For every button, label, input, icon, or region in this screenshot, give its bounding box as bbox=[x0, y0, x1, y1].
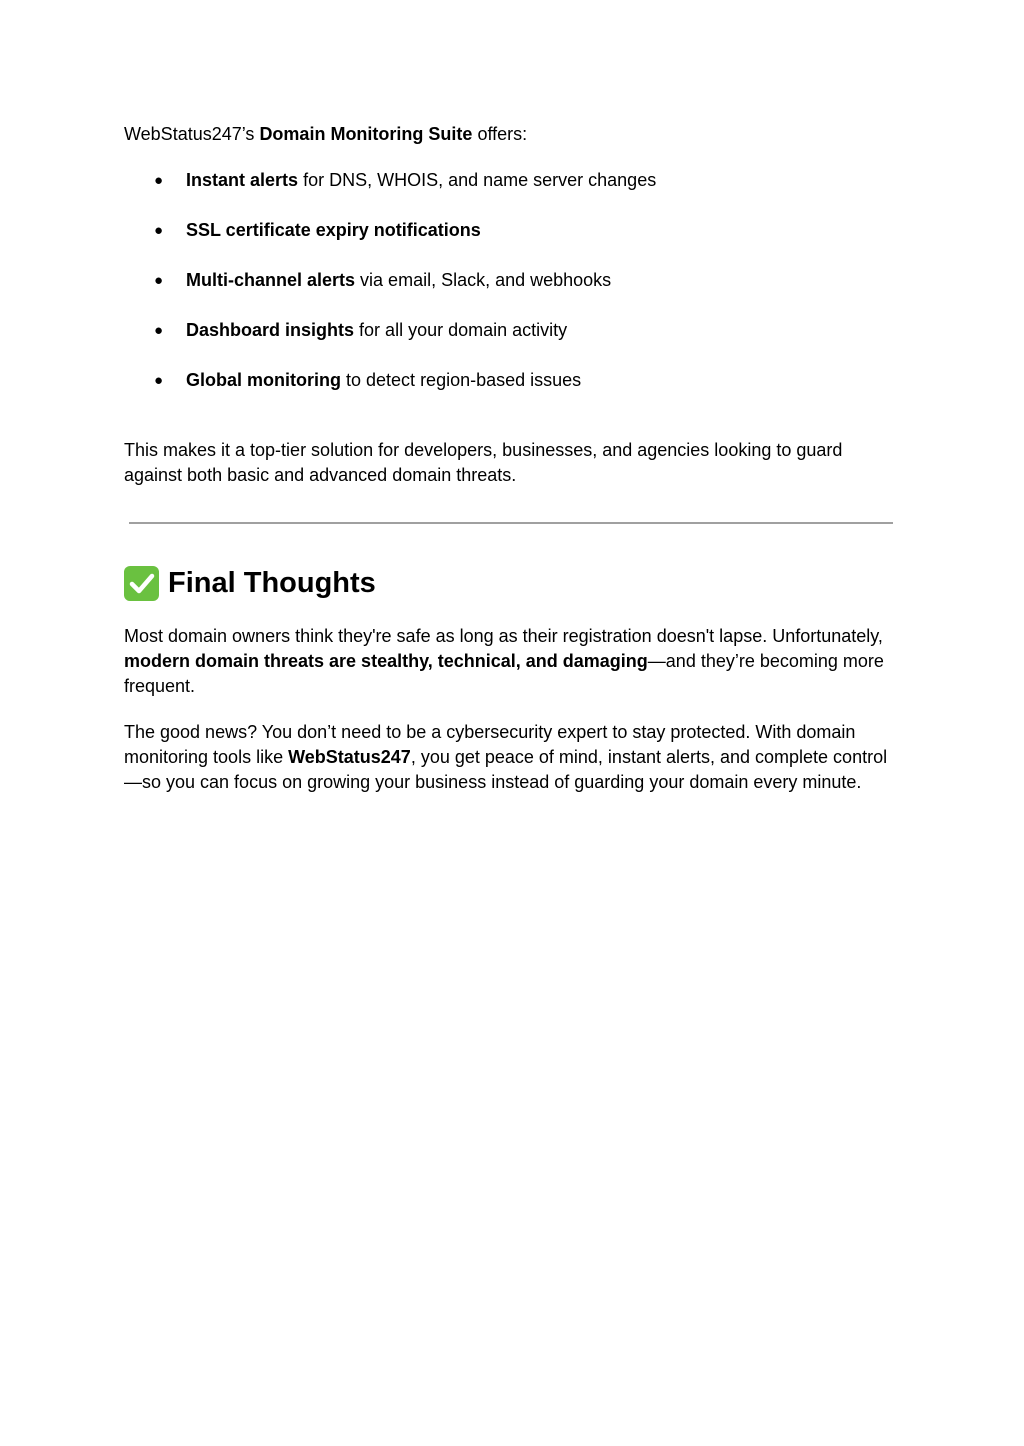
bullet-icon: ● bbox=[154, 322, 164, 339]
list-item bbox=[124, 318, 656, 343]
bullet-icon: ● bbox=[154, 372, 164, 389]
bullet-icon: ● bbox=[154, 172, 164, 189]
final-thoughts-paragraph-2 bbox=[124, 720, 899, 795]
summary-paragraph: This makes it a top-tier solution for developers, businesses, and agencies looking to guard against both basic and advanced domain threats. bbox=[124, 440, 843, 485]
feature-title: Instant alerts bbox=[186, 170, 299, 190]
section-heading bbox=[124, 563, 376, 603]
list-item bbox=[124, 218, 656, 243]
check-mark-button-icon bbox=[124, 566, 159, 601]
section-title: Final Thoughts bbox=[168, 567, 376, 599]
feature-description: via email, Slack, and webhooks bbox=[360, 270, 612, 290]
list-item bbox=[124, 268, 656, 293]
feature-description: for DNS, WHOIS, and name server changes bbox=[303, 170, 657, 190]
paragraph-text: Most domain owners think they're safe as long as their registration doesn't lapse. Unfortunately, bbox=[124, 626, 883, 646]
bullet-icon: ● bbox=[154, 222, 164, 239]
intro-tail: offers: bbox=[477, 124, 528, 144]
feature-list bbox=[124, 168, 656, 418]
feature-title: Multi-channel alerts bbox=[186, 270, 356, 290]
feature-title: SSL certificate expiry notifications bbox=[186, 220, 481, 240]
list-item bbox=[124, 168, 656, 193]
paragraph-emphasis: modern domain threats are stealthy, technical, and damaging bbox=[124, 651, 648, 671]
feature-title: Dashboard insights bbox=[186, 320, 355, 340]
feature-description: for all your domain activity bbox=[359, 320, 568, 340]
list-item bbox=[124, 368, 656, 393]
paragraph-text: —and they’re becoming more frequent. bbox=[124, 651, 884, 696]
horizontal-divider bbox=[129, 522, 893, 524]
bullet-icon: ● bbox=[154, 272, 164, 289]
paragraph-text: The good news? You don’t need to be a cybersecurity expert to stay protected. With domain monitoring tools like bbox=[124, 722, 856, 767]
paragraph-text: , you get peace of mind, instant alerts, and complete control—so you can focus on growing your business instead of guarding your domain every minute. bbox=[124, 747, 888, 792]
intro-suite-name: Domain Monitoring Suite bbox=[259, 124, 473, 144]
intro-brand: WebStatus247’s bbox=[124, 124, 255, 144]
feature-description: to detect region-based issues bbox=[346, 370, 582, 390]
intro-paragraph bbox=[124, 122, 527, 147]
final-thoughts-paragraph-1 bbox=[124, 624, 899, 699]
feature-title: Global monitoring bbox=[186, 370, 341, 390]
brand-name: WebStatus247 bbox=[288, 747, 411, 767]
